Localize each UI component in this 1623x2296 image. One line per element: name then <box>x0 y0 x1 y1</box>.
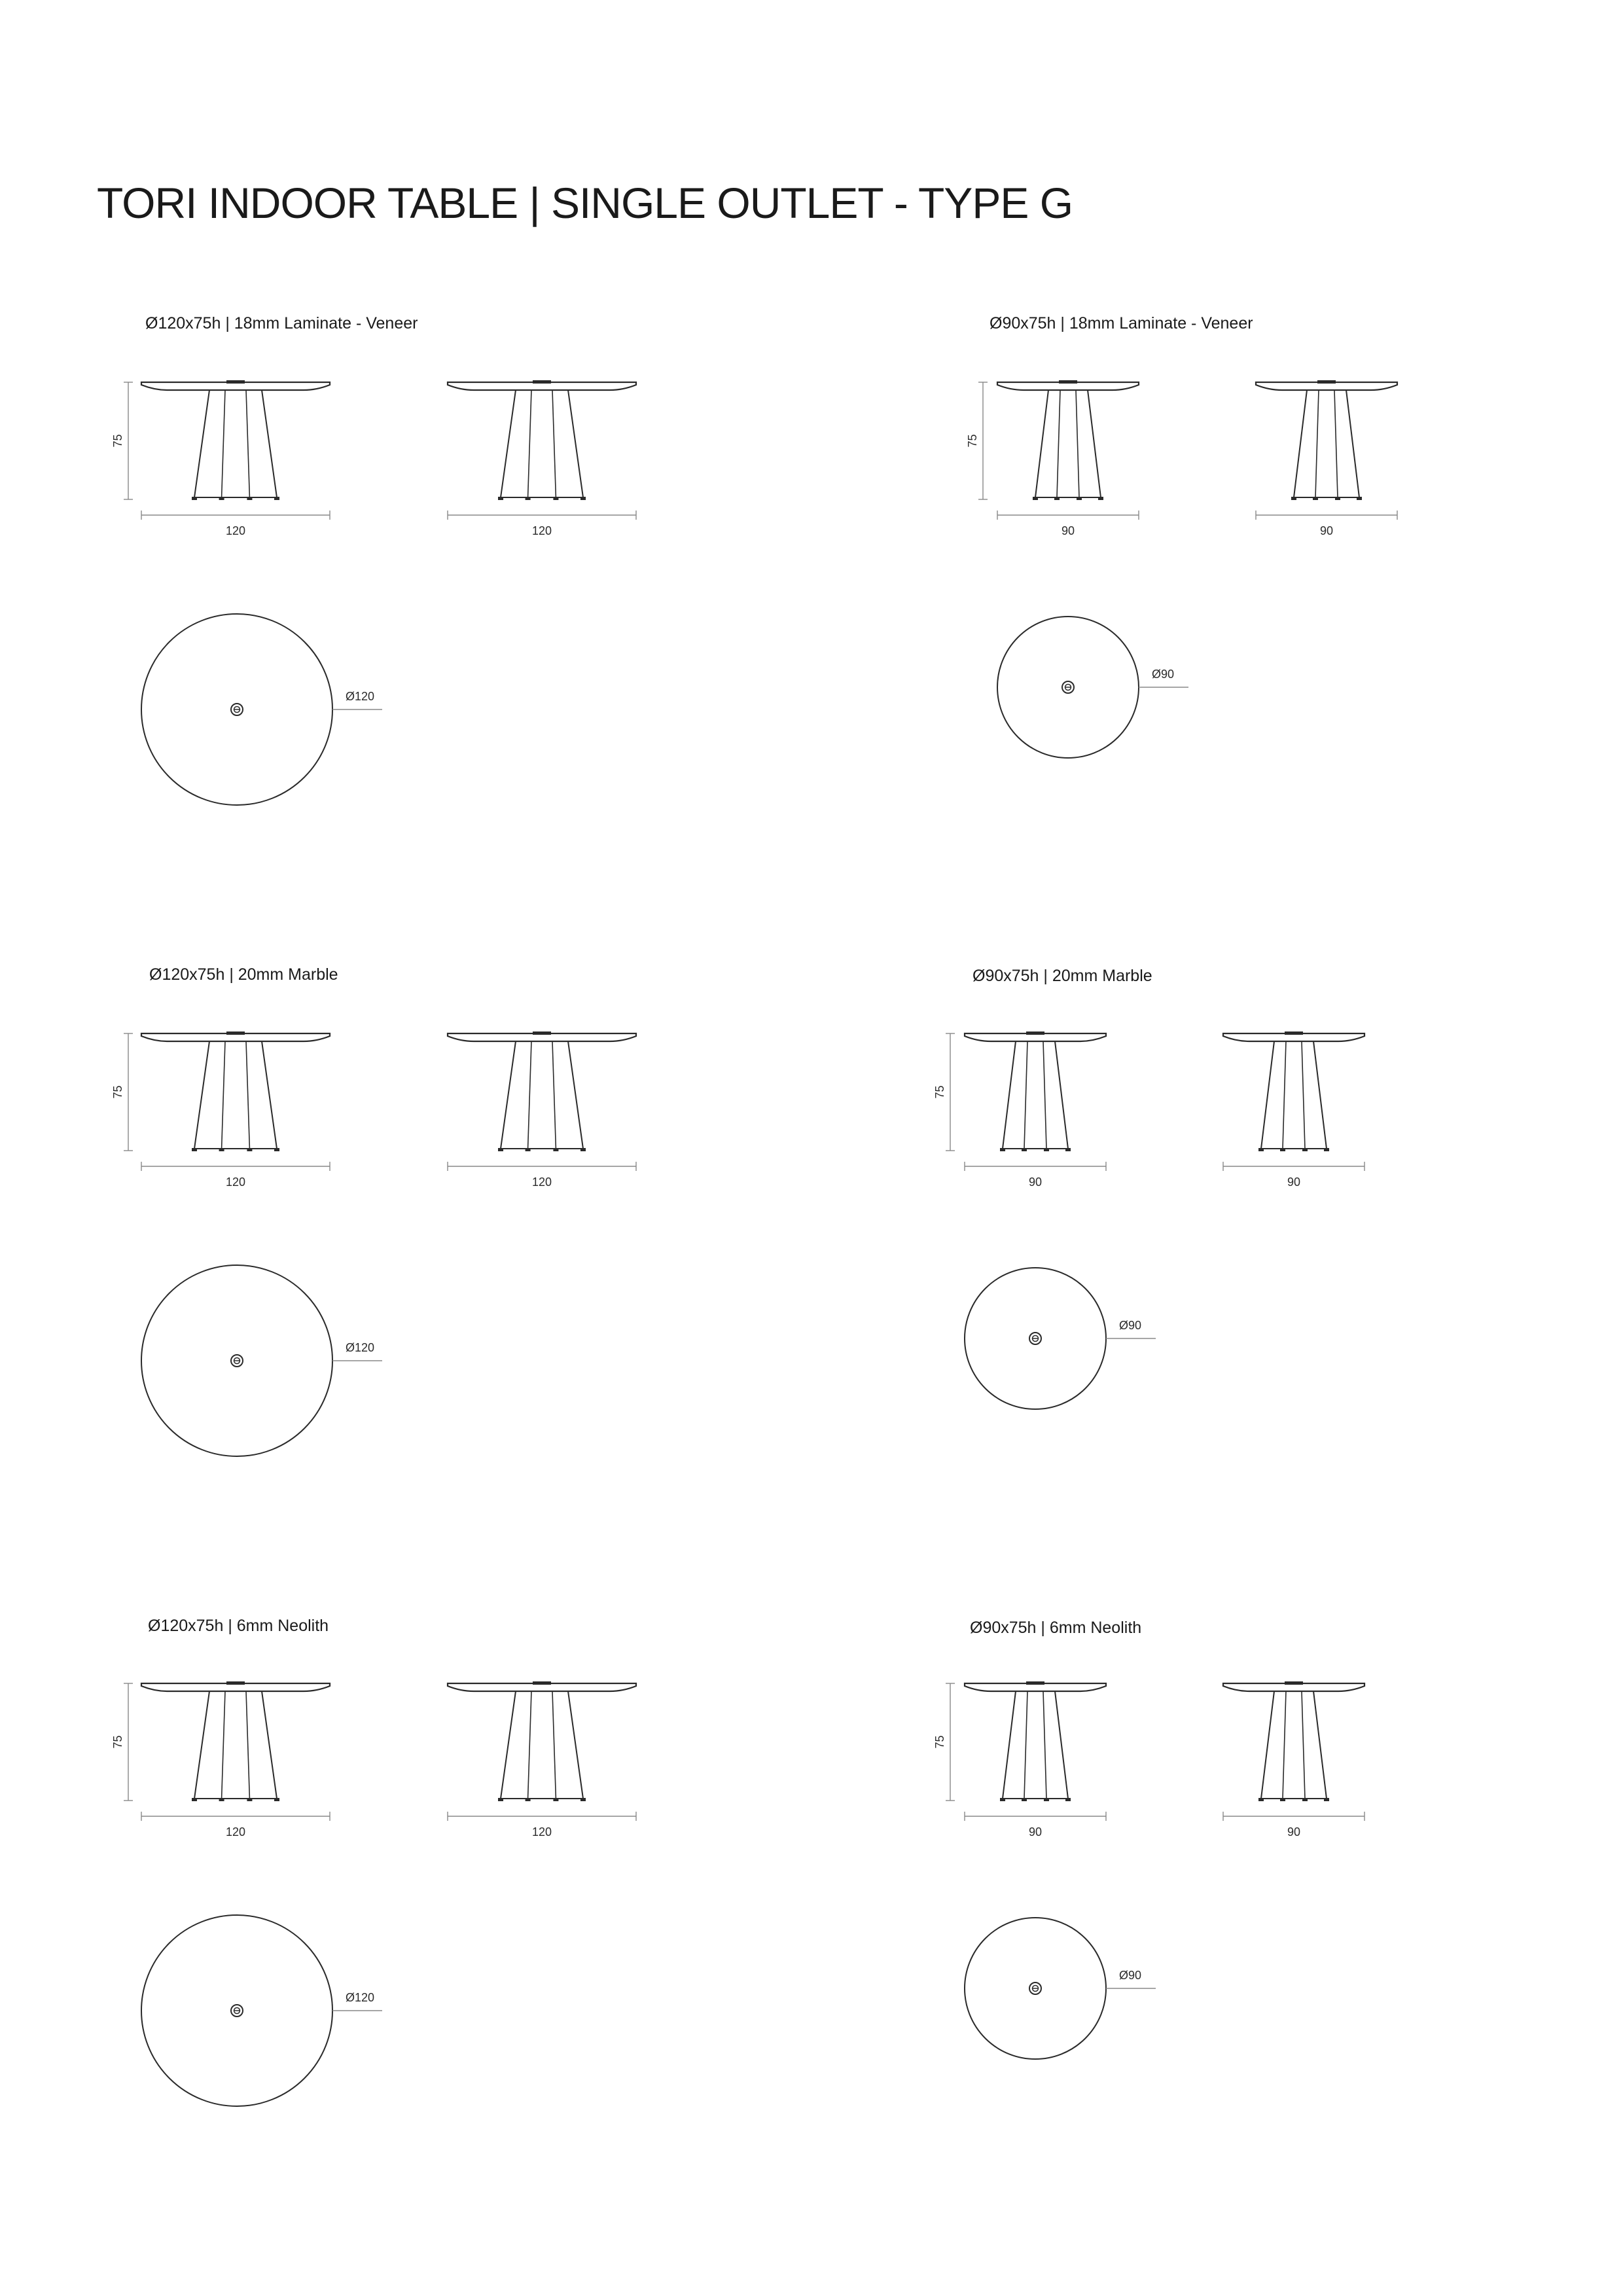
front-elevation <box>141 380 330 500</box>
height-dimension <box>966 382 988 499</box>
width-dimension-side <box>448 1162 636 1189</box>
svg-text:Ø90: Ø90 <box>1119 1319 1142 1332</box>
svg-text:Ø120: Ø120 <box>346 1991 375 2004</box>
svg-text:Ø90: Ø90 <box>1152 668 1175 681</box>
outlet-icon <box>1062 681 1074 693</box>
svg-text:90: 90 <box>1287 1825 1301 1839</box>
front-elevation <box>965 1681 1106 1801</box>
svg-text:120: 120 <box>531 524 552 537</box>
width-dimension-side <box>1223 1162 1364 1189</box>
page-title: TORI INDOOR TABLE | SINGLE OUTLET - TYPE G <box>97 179 1073 227</box>
svg-text:120: 120 <box>225 1825 246 1839</box>
height-dimension <box>933 1033 955 1151</box>
height-dimension <box>933 1683 955 1801</box>
side-elevation <box>1256 380 1397 500</box>
svg-text:75: 75 <box>111 1735 124 1749</box>
svg-text:90: 90 <box>1061 524 1075 537</box>
svg-text:75: 75 <box>933 1085 946 1099</box>
svg-text:Ø120: Ø120 <box>346 1341 375 1354</box>
svg-text:90: 90 <box>1028 1175 1043 1189</box>
outlet-icon <box>1029 1982 1041 1994</box>
width-dimension-side <box>1223 1812 1364 1839</box>
height-dimension <box>111 1683 133 1801</box>
svg-text:90: 90 <box>1319 524 1334 537</box>
height-dimension <box>111 1033 133 1151</box>
width-dimension-side <box>448 1812 636 1839</box>
svg-text:120: 120 <box>531 1825 552 1839</box>
width-dimension-side <box>448 511 636 537</box>
outlet-icon <box>231 704 243 715</box>
variant-4 <box>933 1031 1364 1409</box>
outlet-icon <box>231 2005 243 2017</box>
svg-text:75: 75 <box>966 434 979 448</box>
front-elevation <box>965 1031 1106 1151</box>
variant-1 <box>111 380 636 805</box>
top-plan-view <box>141 1265 382 1456</box>
outlet-icon <box>231 1355 243 1367</box>
svg-text:120: 120 <box>531 1175 552 1189</box>
variant-6 <box>933 1681 1364 2059</box>
variant-2 <box>966 380 1397 758</box>
width-dimension-side <box>1256 511 1397 537</box>
svg-text:Ø120: Ø120 <box>346 690 375 703</box>
front-elevation <box>997 380 1139 500</box>
side-elevation <box>1223 1681 1364 1801</box>
top-plan-view <box>141 614 382 805</box>
svg-text:75: 75 <box>111 434 124 448</box>
side-elevation <box>448 1031 636 1151</box>
outlet-icon <box>1029 1333 1041 1344</box>
width-dimension-front <box>997 511 1139 537</box>
svg-text:120: 120 <box>225 524 246 537</box>
variant-label-1: Ø120x75h | 18mm Laminate - Veneer <box>145 314 418 332</box>
side-elevation <box>448 380 636 500</box>
svg-text:75: 75 <box>933 1735 946 1749</box>
variant-label-5: Ø120x75h | 6mm Neolith <box>148 1617 329 1635</box>
variant-label-4: Ø90x75h | 20mm Marble <box>972 967 1152 985</box>
variant-5 <box>111 1681 636 2106</box>
side-elevation <box>1223 1031 1364 1151</box>
width-dimension-front <box>141 1162 330 1189</box>
top-plan-view <box>965 1918 1156 2059</box>
front-elevation <box>141 1681 330 1801</box>
width-dimension-front <box>965 1812 1106 1839</box>
svg-text:120: 120 <box>225 1175 246 1189</box>
variant-label-3: Ø120x75h | 20mm Marble <box>149 965 338 984</box>
svg-text:Ø90: Ø90 <box>1119 1969 1142 1982</box>
side-elevation <box>448 1681 636 1801</box>
variant-3 <box>111 1031 636 1456</box>
width-dimension-front <box>965 1162 1106 1189</box>
svg-text:75: 75 <box>111 1085 124 1099</box>
top-plan-view <box>997 617 1188 758</box>
width-dimension-front <box>141 511 330 537</box>
variant-label-2: Ø90x75h | 18mm Laminate - Veneer <box>990 314 1253 332</box>
height-dimension <box>111 382 133 499</box>
svg-text:90: 90 <box>1028 1825 1043 1839</box>
width-dimension-front <box>141 1812 330 1839</box>
svg-text:90: 90 <box>1287 1175 1301 1189</box>
top-plan-view <box>965 1268 1156 1409</box>
top-plan-view <box>141 1915 382 2106</box>
front-elevation <box>141 1031 330 1151</box>
variant-label-6: Ø90x75h | 6mm Neolith <box>970 1619 1142 1637</box>
